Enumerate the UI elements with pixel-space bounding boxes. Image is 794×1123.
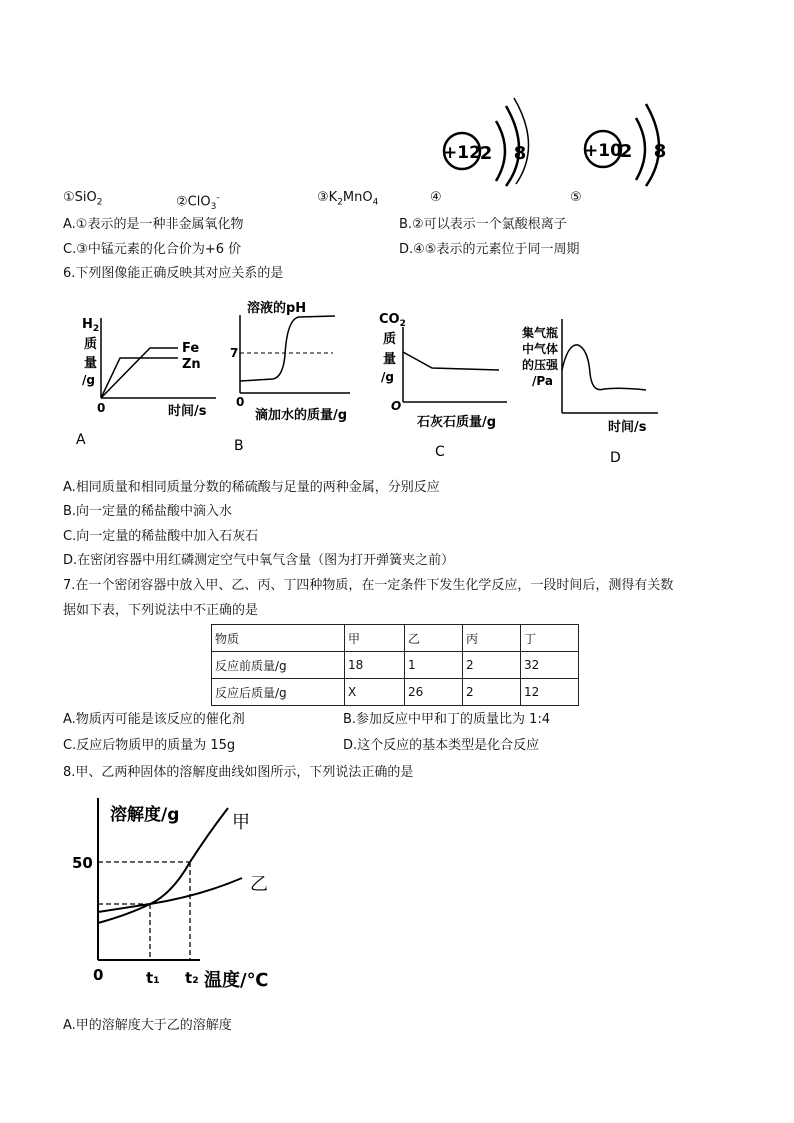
graph-c-ylabel-1: 质 [383,332,397,347]
q5-option-b: B.②可以表示一个氯酸根离子 [399,217,567,232]
q5-item-5: ⑤ [570,190,582,205]
q6-graph-d [520,315,665,467]
series-yi-curve [98,878,242,912]
table-cell: 甲 [345,625,405,652]
table-cell: 丁 [521,625,579,652]
q7-data-table [211,624,579,706]
graph-a-ylabel-3: /g [82,373,95,387]
atom-1-shell2: 8 [513,143,527,164]
x-tick-t2: t₂ [185,969,199,987]
table-cell: 18 [345,652,405,679]
graph-c-ylabel-3: /g [381,370,394,384]
graph-a-letter: A [76,432,86,448]
graph-d-curve [562,345,646,390]
graph-c-origin: O [391,399,402,413]
table-cell: 丙 [463,625,521,652]
atom-diagram-1 [436,96,536,188]
table-cell: 乙 [405,625,463,652]
table-cell: 12 [521,679,579,706]
graph-c-xlabel: 石灰石质量/g [417,415,497,430]
q7-option-b: B.参加反应中甲和丁的质量比为 1:4 [343,712,551,727]
q5-item-4: ④ [430,190,442,205]
series-yi-label: 乙 [250,874,268,895]
q7-stem-line2: 据如下表，下列说法中不正确的是 [63,603,259,618]
table-cell: 32 [521,652,579,679]
graph-b-origin: 0 [236,395,245,409]
x-axis-label: 温度/℃ [204,970,269,991]
atom-1-nucleus: +12 [443,143,481,163]
graph-c-letter: C [435,444,445,460]
graph-a-xlabel: 时间/s [168,404,207,419]
q5-item-1: ①SiO$_2$ [63,190,103,208]
graph-c-ylabel-2: 量 [383,352,397,367]
atom-2-shell2: 8 [653,141,667,162]
graph-d-ylabel-1: 集气瓶 [522,326,559,340]
q7-option-c: C.反应后物质甲的质量为 15g [63,738,236,753]
q7-option-d: D.这个反应的基本类型是化合反应 [343,738,540,753]
y-axis-label: 溶解度/g [110,805,180,825]
q5-option-a: A.①表示的是一种非金属氧化物 [63,217,244,232]
graph-a-ylabel-2: 量 [84,356,98,371]
q6-graph-b [225,295,365,460]
graph-d-ylabel-3: 的压强 [522,358,559,372]
graph-d-xlabel: 时间/s [608,420,647,435]
graph-d-ylabel-2: 中气体 [522,342,559,356]
graph-d-ylabel-4: /Pa [532,374,553,388]
x-tick-t1: t₁ [146,969,160,987]
graph-d-letter: D [610,450,621,466]
graph-a-label-zn: Zn [182,357,201,372]
graph-b-curve [240,316,335,381]
table-cell: X [345,679,405,706]
graph-b-ylabel: 溶液的pH [247,301,307,316]
q8-stem: 8.甲、乙两种固体的溶解度曲线如图所示，下列说法正确的是 [63,765,414,780]
atom-2-nucleus: +10 [584,141,622,161]
table-header-row [212,625,579,652]
graph-a-label-fe: Fe [182,341,200,356]
graph-b-tick-7: 7 [230,346,239,360]
q6-stem: 6.下列图像能正确反映其对应关系的是 [63,266,284,281]
origin-label: 0 [93,966,104,984]
q5-item-3: $③K_2MnO_4$ [317,190,379,208]
q5-option-d: D.④⑤表示的元素位于同一周期 [399,242,580,257]
q6-graph-a [70,310,220,460]
graph-b-letter: B [234,438,244,454]
graph-a-ylabel-1: 质 [84,337,98,352]
y-tick-50: 50 [72,854,93,872]
table-cell: 2 [463,652,521,679]
q6-option-c: C.向一定量的稀盐酸中加入石灰石 [63,529,259,544]
graph-c-ylabel-top: $CO_2$ [379,312,406,329]
graph-a-origin: 0 [97,401,106,415]
table-cell: 反应前质量/g [212,652,345,679]
atom-diagram-2 [576,96,676,188]
q6-graph-c [375,307,515,460]
series-jia-label: 甲 [232,812,250,833]
q7-option-a: A.物质丙可能是该反应的催化剂 [63,712,245,727]
q8-solubility-chart [60,790,300,1000]
series-jia-curve [98,808,228,923]
table-cell: 26 [405,679,463,706]
q5-item-2: ②ClO$_3$- [176,193,220,212]
graph-c-curve [403,352,499,370]
q7-stem-line1: 7.在一个密闭容器中放入甲、乙、丙、丁四种物质，在一定条件下发生化学反应，一段时间后，测得有关数 [63,578,674,593]
graph-a-ylabel-top: $H_2$ [82,317,100,334]
graph-a-curve-zn [101,358,178,398]
atom-2-shell1: 2 [619,141,633,162]
atom-1-shell1: 2 [479,143,493,164]
table-cell: 物质 [212,625,345,652]
q6-option-d: D.在密闭容器中用红磷测定空气中氧气含量（图为打开弹簧夹之前） [63,553,455,568]
q6-option-a: A.相同质量和相同质量分数的稀硫酸与足量的两种金属，分别反应 [63,480,440,495]
table-cell: 反应后质量/g [212,679,345,706]
table-row [212,679,579,706]
table-cell: 2 [463,679,521,706]
q8-option-a: A.甲的溶解度大于乙的溶解度 [63,1018,232,1033]
table-row [212,652,579,679]
q6-option-b: B.向一定量的稀盐酸中滴入水 [63,504,233,519]
table-cell: 1 [405,652,463,679]
graph-b-xlabel: 滴加水的质量/g [255,408,348,423]
q5-option-c: C.③中锰元素的化合价为+6 价 [63,242,242,257]
